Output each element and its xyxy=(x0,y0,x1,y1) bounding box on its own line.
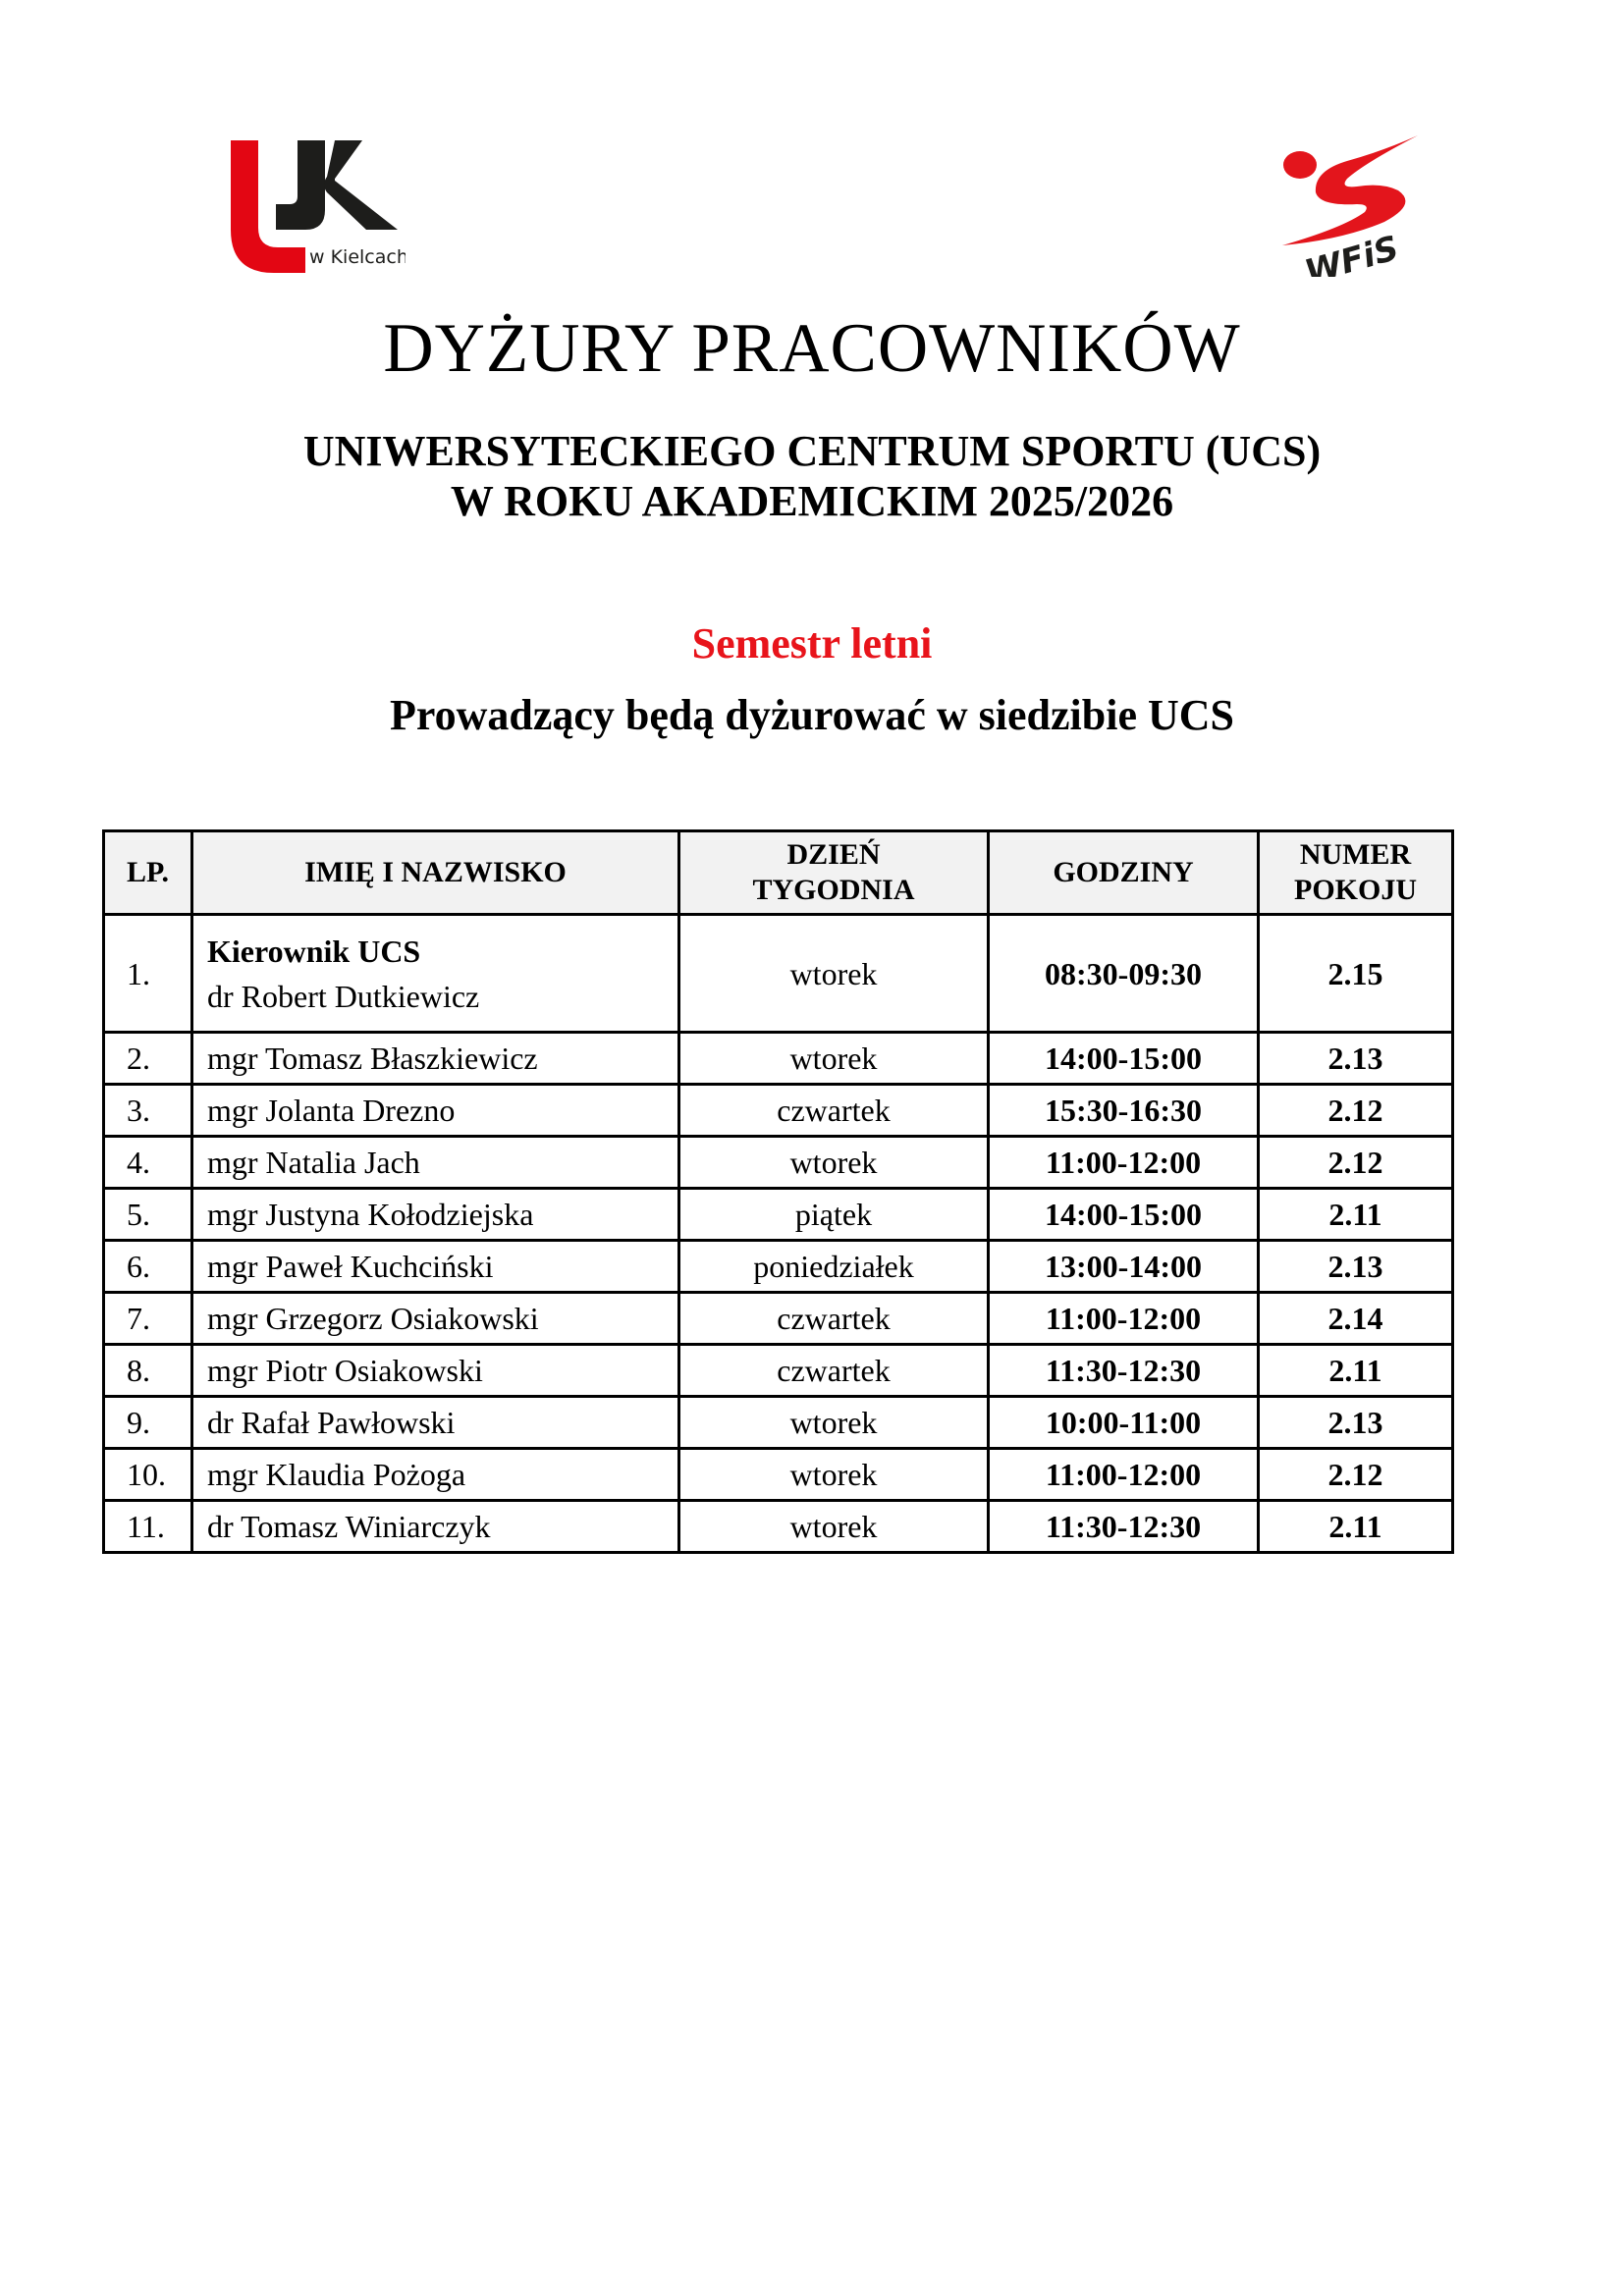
cell-lp: 1. xyxy=(104,915,192,1033)
cell-lp: 10. xyxy=(104,1449,192,1501)
subtitle-line-1: UNIWERSYTECKIEGO CENTRUM SPORTU (UCS) xyxy=(302,427,1322,475)
cell-hours: 11:00-12:00 xyxy=(989,1293,1259,1345)
table-row xyxy=(104,1397,1453,1449)
cell-lp: 4. xyxy=(104,1137,192,1189)
cell-day: wtorek xyxy=(679,915,989,1033)
cell-room: 2.13 xyxy=(1259,1241,1453,1293)
cell-room: 2.13 xyxy=(1259,1033,1453,1085)
page-title: DYŻURY PRACOWNIKÓW xyxy=(383,310,1241,387)
cell-lp: 11. xyxy=(104,1501,192,1553)
cell-lp: 7. xyxy=(104,1293,192,1345)
duty-table xyxy=(102,829,1454,1554)
cell-hours: 11:00-12:00 xyxy=(989,1449,1259,1501)
cell-room: 2.11 xyxy=(1259,1345,1453,1397)
column-header-room-line1: NUMER xyxy=(1299,838,1412,871)
cell-role: Kierownik UCS xyxy=(207,933,421,969)
location-note: Prowadzący będą dyżurować w siedzibie UCS xyxy=(389,691,1235,739)
table-row xyxy=(104,1501,1453,1553)
cell-name: mgr Natalia Jach xyxy=(192,1137,679,1189)
cell-hours: 08:30-09:30 xyxy=(989,915,1259,1033)
cell-day: wtorek xyxy=(679,1033,989,1085)
cell-day: poniedziałek xyxy=(679,1241,989,1293)
table-row xyxy=(104,915,1453,1033)
cell-lp: 2. xyxy=(104,1033,192,1085)
cell-room: 2.12 xyxy=(1259,1449,1453,1501)
cell-name: mgr Piotr Osiakowski xyxy=(192,1345,679,1397)
cell-hours: 11:00-12:00 xyxy=(989,1137,1259,1189)
cell-name xyxy=(192,915,679,1033)
cell-lp: 9. xyxy=(104,1397,192,1449)
cell-lp: 6. xyxy=(104,1241,192,1293)
cell-day: wtorek xyxy=(679,1449,989,1501)
cell-hours: 14:00-15:00 xyxy=(989,1033,1259,1085)
cell-room: 2.13 xyxy=(1259,1397,1453,1449)
column-header-room xyxy=(1259,831,1453,915)
cell-lp: 3. xyxy=(104,1085,192,1137)
subtitle-line-2: W ROKU AKADEMICKIM 2025/2026 xyxy=(450,477,1174,525)
cell-lp: 5. xyxy=(104,1189,192,1241)
cell-day: wtorek xyxy=(679,1397,989,1449)
table-header-row xyxy=(104,831,1453,915)
column-header-day-line1: DZIEŃ xyxy=(786,838,881,871)
cell-name: mgr Klaudia Pożoga xyxy=(192,1449,679,1501)
cell-day: wtorek xyxy=(679,1137,989,1189)
cell-room: 2.11 xyxy=(1259,1501,1453,1553)
table-row xyxy=(104,1137,1453,1189)
ujk-logo xyxy=(229,137,406,273)
ujk-logo-caption: w Kielcach xyxy=(309,246,406,268)
ujk-logo-mark-icon xyxy=(229,137,406,273)
cell-day: czwartek xyxy=(679,1345,989,1397)
cell-name: dr Rafał Pawłowski xyxy=(192,1397,679,1449)
cell-room: 2.14 xyxy=(1259,1293,1453,1345)
cell-day: czwartek xyxy=(679,1085,989,1137)
table-row xyxy=(104,1293,1453,1345)
cell-day: czwartek xyxy=(679,1293,989,1345)
cell-day: piątek xyxy=(679,1189,989,1241)
table-row xyxy=(104,1189,1453,1241)
cell-lp: 8. xyxy=(104,1345,192,1397)
cell-name: mgr Tomasz Błaszkiewicz xyxy=(192,1033,679,1085)
page-subtitle xyxy=(0,426,1624,526)
cell-hours: 13:00-14:00 xyxy=(989,1241,1259,1293)
cell-name: mgr Grzegorz Osiakowski xyxy=(192,1293,679,1345)
cell-name: mgr Jolanta Drezno xyxy=(192,1085,679,1137)
table-row xyxy=(104,1085,1453,1137)
cell-hours: 11:30-12:30 xyxy=(989,1345,1259,1397)
cell-person: dr Robert Dutkiewicz xyxy=(207,978,480,1014)
cell-day: wtorek xyxy=(679,1501,989,1553)
column-header-hours: GODZINY xyxy=(989,831,1259,915)
wfis-logo-mark-icon xyxy=(1274,133,1424,277)
cell-hours: 14:00-15:00 xyxy=(989,1189,1259,1241)
table-row xyxy=(104,1345,1453,1397)
column-header-lp: LP. xyxy=(104,831,192,915)
cell-room: 2.11 xyxy=(1259,1189,1453,1241)
column-header-room-line2: POKOJU xyxy=(1294,874,1417,906)
cell-room: 2.12 xyxy=(1259,1085,1453,1137)
wfis-logo xyxy=(1274,133,1424,277)
table-row xyxy=(104,1241,1453,1293)
cell-hours: 10:00-11:00 xyxy=(989,1397,1259,1449)
table-row xyxy=(104,1449,1453,1501)
column-header-name: IMIĘ I NAZWISKO xyxy=(192,831,679,915)
cell-room: 2.12 xyxy=(1259,1137,1453,1189)
cell-hours: 11:30-12:30 xyxy=(989,1501,1259,1553)
column-header-day-line2: TYGODNIA xyxy=(752,874,915,906)
cell-room: 2.15 xyxy=(1259,915,1453,1033)
cell-name: dr Tomasz Winiarczyk xyxy=(192,1501,679,1553)
semester-label: Semestr letni xyxy=(691,619,933,667)
table-row xyxy=(104,1033,1453,1085)
wfis-logo-text: WFiS xyxy=(1300,228,1403,277)
cell-hours: 15:30-16:30 xyxy=(989,1085,1259,1137)
column-header-day xyxy=(679,831,989,915)
cell-name: mgr Paweł Kuchciński xyxy=(192,1241,679,1293)
cell-name: mgr Justyna Kołodziejska xyxy=(192,1189,679,1241)
